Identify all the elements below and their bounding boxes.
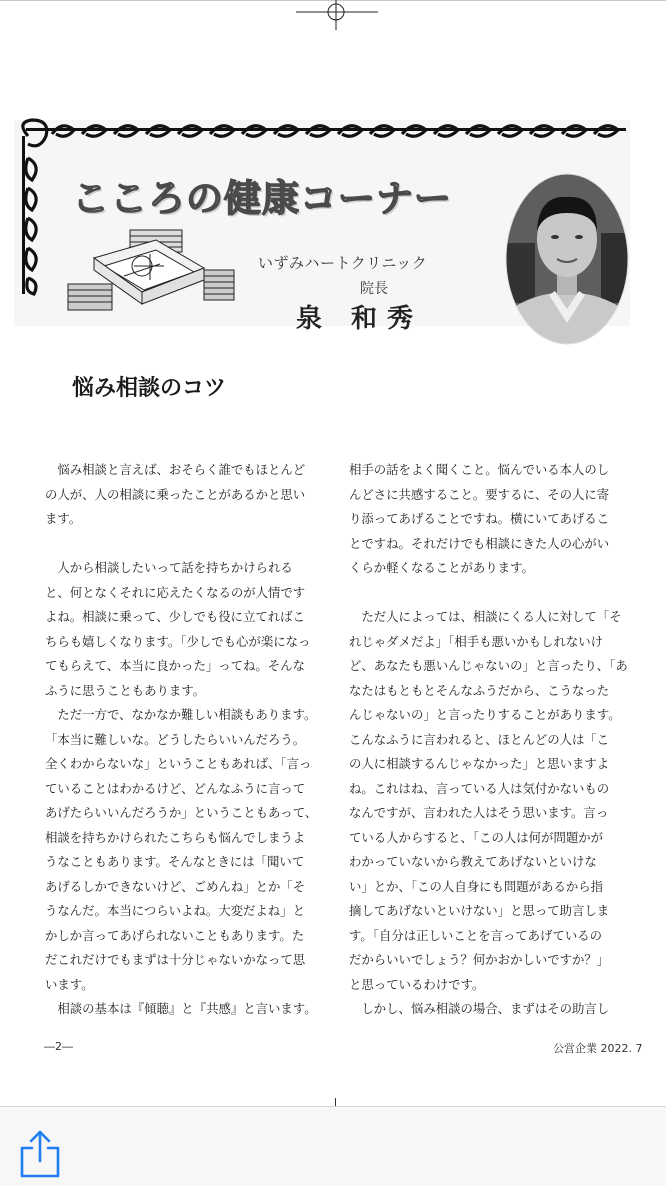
article-line: と思っているわけです。 — [349, 976, 485, 992]
article-line: ふうに思うこともあります。 — [45, 682, 206, 698]
article-line: の人が、人の相談に乗ったことがあるかと思い — [45, 486, 306, 502]
article-line: います。 — [45, 976, 94, 992]
article-line: とですね。それだけでも相談にきた人の心がい — [349, 535, 610, 551]
share-button[interactable] — [18, 1130, 62, 1178]
article-line: り添ってあげることですね。横にいてあげるこ — [349, 511, 610, 526]
article-line: 「本当に難しいな。どうしたらいいんだろう。 — [45, 731, 306, 747]
paragraph-gap — [349, 581, 631, 606]
article-line: と、何となくそれに応えたくなるのが人情です — [45, 584, 306, 600]
article-line: 相手の話をよく聞くこと。悩んでいる本人のし — [349, 462, 610, 477]
article-line: よね。相談に乗って、少しでも役に立てればこ — [45, 609, 305, 624]
article-line: ただ一方で、なかなか難しい相談もあります。 — [45, 707, 317, 722]
article-line: てもらえて、本当に良かった」ってね。そんな — [45, 658, 305, 673]
article-line: だこれだけでもまずは十分じゃないかなって思 — [45, 952, 306, 967]
article-line: 相談の基本は『傾聴』と『共感』と言います。 — [45, 1001, 317, 1016]
article-line: こんなふうに言われると、ほとんどの人は「こ — [349, 731, 610, 747]
article-line: れじゃダメだよ」「相手も悪いかもしれないけ — [349, 633, 604, 649]
paragraph-gap — [45, 532, 327, 557]
article-line: あげるしかできないけど、ごめんね」とか「そ — [45, 878, 306, 894]
article-column-right — [349, 458, 631, 1022]
article-line: ます。 — [45, 511, 82, 526]
article-line: の人に相談するんじゃなかった」と思いますよ — [349, 756, 610, 771]
share-icon — [18, 1130, 62, 1178]
article-line: い」とか、「この人自身にも問題があるから指 — [349, 878, 604, 894]
author-portrait — [505, 173, 629, 345]
article-line: くらか軽くなることがあります。 — [349, 560, 534, 575]
article-line: 人から相談したいって話を持ちかけられる — [45, 560, 293, 575]
publication-label: 公営企業 2022. 7 — [553, 1042, 643, 1055]
article-line: ていることはわかるけど、どんなふうに言って — [45, 780, 306, 796]
article-line: んじゃないの」と言ったりすることがあります。 — [349, 707, 621, 722]
article-line: ね。これはね、言っている人は気付かないもの — [349, 780, 610, 796]
article-line: 相談を持ちかけられたこちらも悩んでしまうよ — [45, 829, 306, 845]
article-line: す。「自分は正しいことを言ってあげているの — [349, 927, 603, 943]
article-line: わかっていないから教えてあげないといけな — [349, 854, 597, 869]
article-line: ちらも嬉しくなります。「少しでも心が楽になっ — [45, 633, 311, 649]
article-line: ただ人によっては、相談にくる人に対して「そ — [349, 609, 622, 624]
article-column-left — [45, 458, 327, 1022]
article-line: うなんだ。本当につらいよね。大変だよね」と — [45, 903, 305, 918]
article-line: うなこともあります。そんなときには「聞いて — [45, 854, 305, 869]
article-line: かしか言ってあげられないこともあります。た — [45, 927, 305, 943]
clinic-name: いずみハートクリニック — [258, 254, 428, 272]
bottom-toolbar — [0, 1106, 666, 1186]
article-line: 悩み相談と言えば、おそらく誰でもほとんど — [45, 462, 306, 477]
author-name: 泉 和秀 — [296, 304, 424, 334]
books-illustration-icon — [64, 226, 236, 318]
article-line: だからいいでしょう？何かおかしいですか？」 — [349, 952, 610, 967]
article-line: 摘してあげないといけない」と思って助言しま — [349, 903, 610, 918]
article-line: 全くわからないな」ということもあれば、「言っ — [45, 756, 312, 771]
article-line: あげたらいいんだろうか」ということもあって、 — [45, 805, 318, 820]
author-role: 院長 — [360, 281, 388, 297]
article-line: なたはもともとそんなふうだから、こうなった — [349, 682, 610, 698]
article-line: ど、あなたも悪いんじゃないの」と言ったり、「あ — [349, 658, 628, 673]
page-title: こころの健康コーナー — [72, 177, 452, 220]
article-line: しかし、悩み相談の場合、まずはその助言し — [349, 1001, 610, 1016]
article-line: ている人からすると、「この人は何が問題かが — [349, 829, 604, 845]
article-line: んどさに共感すること。要するに、その人に寄 — [349, 486, 610, 502]
section-heading: 悩み相談のコツ — [72, 376, 227, 401]
page-number: ―2― — [44, 1040, 73, 1053]
crop-mark-icon — [296, 0, 378, 30]
article-line: なんですが、言われた人はそう思います。言っ — [349, 805, 609, 820]
